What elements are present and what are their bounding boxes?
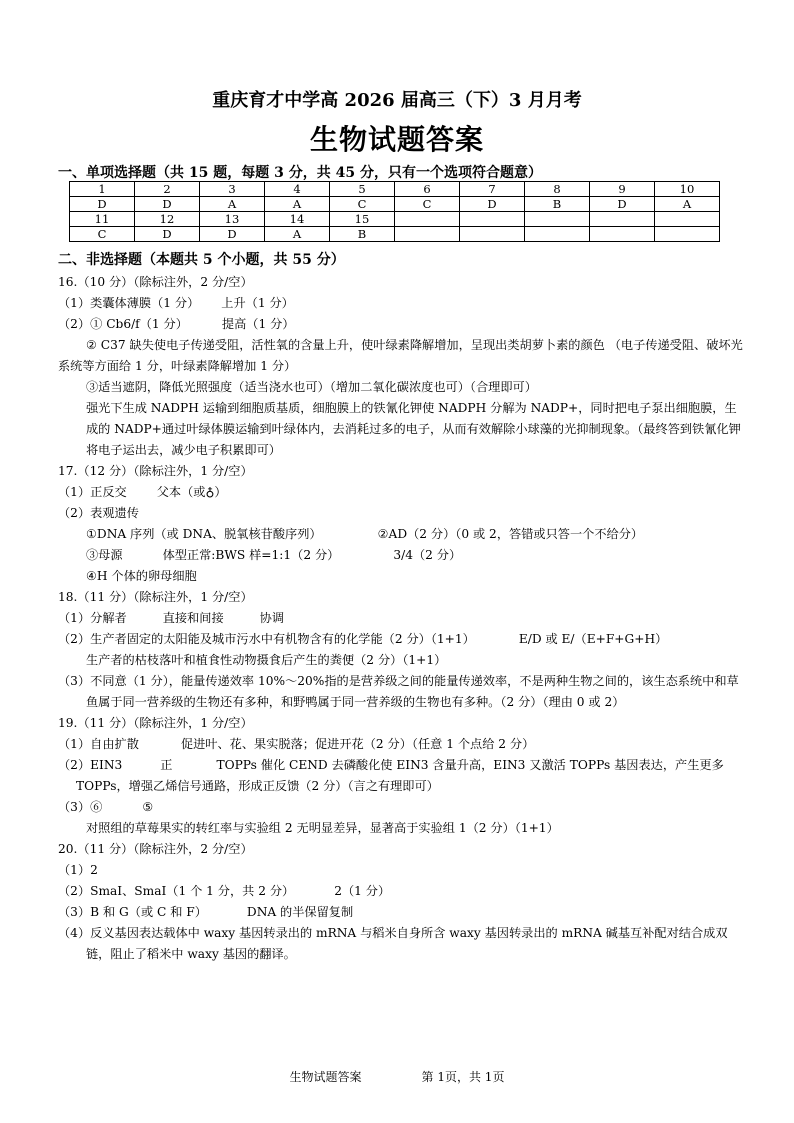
empty-cell [525,212,590,227]
question-number: 15 [330,212,395,227]
q17-answer-2: （2）表观遗传 [58,506,139,520]
answer-cell: A [655,197,720,212]
question-number: 2 [135,182,200,197]
q18-answer-4: （3）不同意（1 分），能量传递效率 10%～20%指的是营养级之间的能量传递效率，不是两种生物之间的，该生态系统中和草鱼属于同一营养级的生物还有多种，和野鸭属于同一营养级的生物也有多种。（2 分）（理由 0 或 2） [58,674,739,709]
q19-answer-3: （3）⑥ [58,800,103,814]
footer-title: 生物试题答案 [289,1070,362,1084]
q19-answer-2b: 正 [160,758,173,772]
q20-answer-2: （2）SmaⅠ、SmaⅠ（1 个 1 分，共 2 分） [58,884,295,898]
q16-answer-5: 强光下生成 NADPH 运输到细胞质基质，细胞膜上的铁氰化钾使 NADPH 分解为 NADP+，同时把电子泵出细胞膜，生成的 NADP+通过叶绿体膜运输到叶绿体内，去消耗过多的电子，从而有效解除小球藻的光抑制现象。（最终答到铁氰化钾将电子运出去，减少电子积累即可） [86,401,741,457]
empty-cell [395,227,460,242]
empty-cell [460,227,525,242]
q18-answer-1c: 协调 [259,611,285,625]
q17-answer-3: ①DNA 序列（或 DNA、脱氧核苷酸序列） [86,527,322,541]
q17-answer-4c: 3/4（2 分） [393,548,462,562]
q17-answer-4b: 体型正常:BWS 样=1:1（2 分） [162,548,340,562]
q17-heading: 17.（12 分）（除标注外，1 分/空） [58,464,253,478]
q17-answer-5: ④H 个体的卵母细胞 [86,569,197,583]
empty-cell [655,227,720,242]
q19-answer-3b: ⑤ [142,800,154,814]
q18-answer-1: （1）分解者 [58,611,127,625]
answers-body [58,272,748,965]
q19-answer-1b: 促进叶、花、果实脱落；促进开花（2 分）（任意 1 个点给 2 分） [180,737,535,751]
answer-cell: D [200,227,265,242]
q16-answer-2: （2）① Cb6/f（1 分） [58,317,188,331]
q20-answer-1: （1）2 [58,863,98,877]
question-number: 12 [135,212,200,227]
page-number: 第 1页，共 1页 [421,1070,505,1084]
q18-answer-3: 生产者的枯枝落叶和植食性动物摄食后产生的粪便（2 分）（1+1） [86,653,447,667]
answer-cell: D [70,197,135,212]
answer-cell: A [200,197,265,212]
section2-heading: 二、非选择题（本题共 5 个小题，共 55 分） [58,252,345,268]
table-row [70,227,720,242]
answer-cell: C [330,197,395,212]
question-number: 14 [265,212,330,227]
q16-answer-1b: 上升（1 分） [221,296,294,310]
answer-cell: A [265,227,330,242]
answer-table [69,181,720,242]
empty-cell [655,212,720,227]
question-number: 7 [460,182,525,197]
answer-cell: C [70,227,135,242]
empty-cell [460,212,525,227]
q20-heading: 20.（11 分）（除标注外，2 分/空） [58,842,253,856]
q18-answer-2b: E/D 或 E/（E+F+G+H） [518,632,668,646]
table-row [70,197,720,212]
section1-heading: 一、单项选择题（共 15 题，每题 3 分，共 45 分，只有一个选项符合题意） [58,165,542,181]
question-number: 9 [590,182,655,197]
q16-answer-1: （1）类囊体薄膜（1 分） [58,296,200,310]
answer-cell: D [590,197,655,212]
empty-cell [590,227,655,242]
q19-answer-1: （1）自由扩散 [58,737,139,751]
q17-answer-1: （1）正反交 [58,485,127,499]
q20-answer-3: （3）B 和 G（或 C 和 F） [58,905,207,919]
table-row [70,182,720,197]
q16-answer-3: ② C37 缺失使电子传递受阻，活性氧的含量上升，使叶绿素降解增加，呈现出类胡萝卜素的颜色 （电子传递受阻、破坏光系统等方面给 1 分，叶绿素降解增加 1 分） [58,338,743,373]
q19-heading: 19.（11 分）（除标注外，1 分/空） [58,716,253,730]
q20-answer-4: （4）反义基因表达载体中 waxy 基因转录出的 mRNA 与稻米自身所含 waxy 基因转录出的 mRNA 碱基互补配对结合成双链，阻止了稻米中 waxy 基因的翻译。 [58,926,728,961]
answer-cell: D [460,197,525,212]
q18-answer-2: （2）生产者固定的太阳能及城市污水中有机物含有的化学能（2 分）（1+1） [58,632,475,646]
q20-answer-2b: 2（1 分） [334,884,391,898]
empty-cell [525,227,590,242]
table-row [70,212,720,227]
question-number: 5 [330,182,395,197]
q16-answer-2b: 提高（1 分） [221,317,295,331]
question-number: 6 [395,182,460,197]
q17-answer-4: ③母源 [86,548,123,562]
q19-answer-2: （2）EIN3 [58,758,123,772]
q16-heading: 16.（10 分）（除标注外，2 分/空） [58,275,253,289]
page-footer [0,1068,794,1085]
question-number: 4 [265,182,330,197]
q18-answer-1b: 直接和间接 [162,611,224,625]
question-number: 8 [525,182,590,197]
answer-cell: C [395,197,460,212]
question-number: 1 [70,182,135,197]
q19-answer-4: 对照组的草莓果实的转红率与实验组 2 无明显差异，显著高于实验组 1（2 分）（1+1） [86,821,559,835]
empty-cell [395,212,460,227]
empty-cell [590,212,655,227]
q18-heading: 18.（11 分）（除标注外，1 分/空） [58,590,253,604]
answer-cell: A [265,197,330,212]
question-number: 10 [655,182,720,197]
answer-cell: D [135,227,200,242]
q16-answer-4: ③适当遮阴，降低光照强度（适当浇水也可）（增加二氧化碳浓度也可）（合理即可） [86,380,537,394]
exam-title: 重庆育才中学高 2026 届高三（下）3 月月考 [212,90,582,111]
question-number: 11 [70,212,135,227]
q17-answer-3b: ②AD（2 分）（0 或 2，答错或只答一个不给分） [377,527,644,541]
answer-cell: D [135,197,200,212]
question-number: 13 [200,212,265,227]
answer-title: 生物试题答案 [309,123,484,156]
q17-answer-1b: 父本（或♁） [156,485,227,499]
q19-answer-2c: TOPPs 催化 CEND 去磷酸化使 EIN3 含量升高，EIN3 又激活 TOPPs 基因表达，产生更多 TOPPs，增强乙烯信号通路，形成正反馈（2 分）（言之有理即可） [76,758,724,793]
answer-cell: B [330,227,395,242]
answer-cell: B [525,197,590,212]
q20-answer-3b: DNA 的半保留复制 [246,905,354,919]
question-number: 3 [200,182,265,197]
